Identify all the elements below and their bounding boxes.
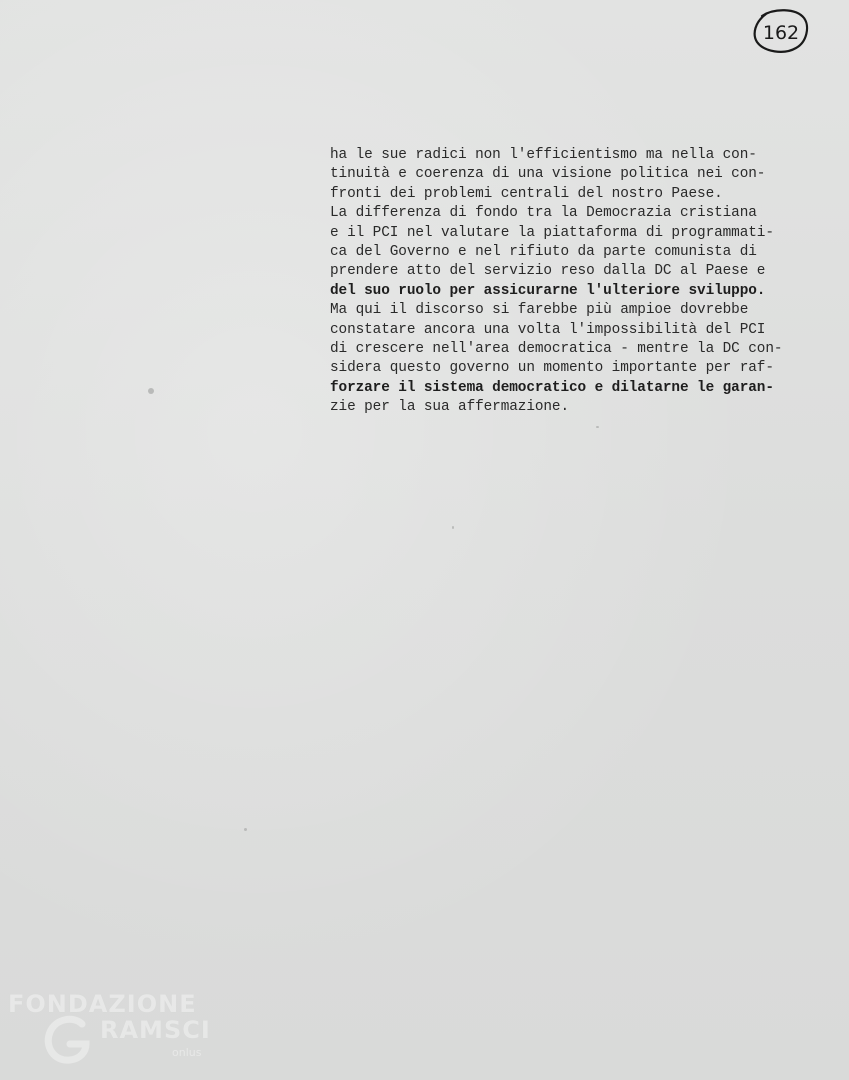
paper-speck (596, 426, 599, 428)
page-number-stamp (752, 8, 810, 56)
text-line: del suo ruolo per assicurarne l'ulteriore sviluppo. (330, 282, 766, 299)
text-line: sidera questo governo un momento importante per raf- (330, 360, 774, 377)
text-line: di crescere nell'area democratica - mentre la DC con- (330, 340, 783, 357)
paper-speck (244, 828, 247, 831)
watermark-onlus: onlus (172, 1046, 202, 1059)
page-number: 162 (762, 22, 800, 44)
paper-speck (148, 388, 154, 394)
watermark-title: FONDAZIONE (8, 990, 197, 1018)
text-line: ca del Governo e nel rifiuto da parte comunista di (330, 243, 757, 260)
text-line: e il PCI nel valutare la piattaforma di programmati- (330, 224, 774, 241)
watermark-subtitle: RAMSCI (100, 1016, 211, 1044)
text-line: Ma qui il discorso si farebbe più ampioe dovrebbe (330, 302, 749, 319)
fondazione-gramsci-watermark (4, 988, 224, 1078)
gramsci-g-logo-icon (38, 1010, 98, 1070)
text-line: zie per la sua affermazione. (330, 399, 570, 416)
text-line: fronti dei problemi centrali del nostro Paese. (330, 185, 723, 202)
text-line: ha le sue radici non l'efficientismo ma nella con- (330, 147, 757, 163)
text-line: La differenza di fondo tra la Democrazia cristiana (330, 205, 757, 222)
text-line: constatare ancora una volta l'impossibilità del PCI (330, 321, 766, 338)
page-number-circle (752, 8, 810, 56)
text-line: tinuità e coerenza di una visione politica nei con- (330, 166, 766, 183)
typed-paragraph (330, 146, 830, 417)
text-line: forzare il sistema democratico e dilatarne le garan- (330, 379, 774, 396)
paper-speck (452, 526, 454, 529)
text-line: prendere atto del servizio reso dalla DC al Paese e (330, 263, 766, 280)
